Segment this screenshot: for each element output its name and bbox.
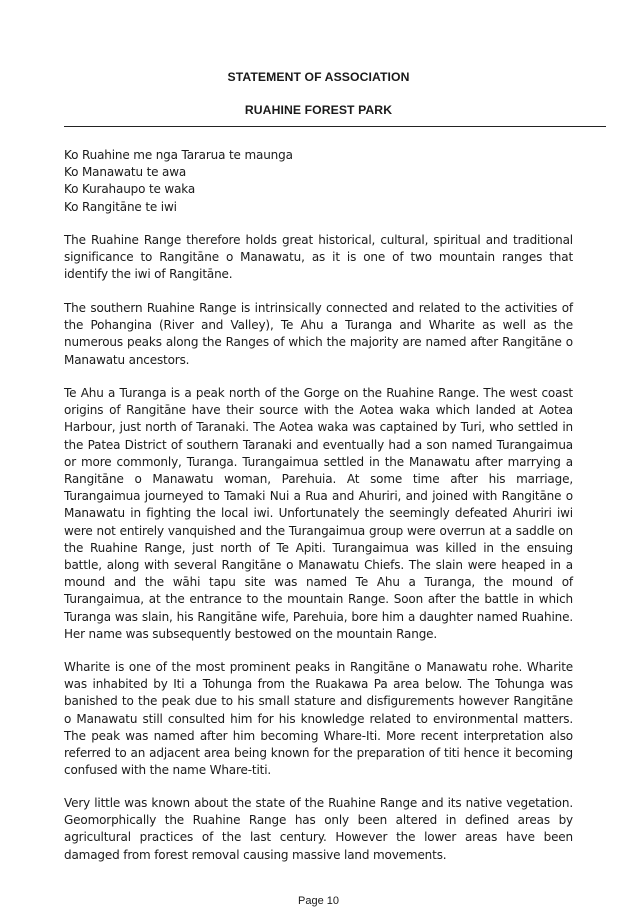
paragraph-vegetation: Very little was known about the state of the Ruahine Range and its native vegetation. Geomorphically the Ruahine Range has only been altered in defined areas by agricultural practices of the last century. However the lower areas have been damaged from forest removal causing massive land movements. (64, 796, 573, 862)
paragraph-te-ahu-a-turanga: Te Ahu a Turanga is a peak north of the Gorge on the Ruahine Range. The west coast origins of Rangitāne have their source with the Aotea waka which landed at Aotea Harbour, just north of Taranaki. The Aotea waka was captained by Turi, who settled in the Patea District of southern Taranaki and eventually had a son named Turangaimua or more commonly, Turanga. Turangaimua settled in the Manawatu after marrying a Rangitāne o Manawatu woman, Parehuia. At some time after his marriage, Turangaimua journeyed to Tamaki Nui a Rua and Ahuriri, and joined with Rangitāne o Manawatu in fighting the local iwi. Unfortunately the seemingly defeated Ahuriri iwi were not entirely vanquished and the Turangaimua group were overrun at a saddle on the Ruahine Range, just north of Te Apiti. Turangaimua was killed in the ensuing battle, along with several Rangitāne o Manawatu Chiefs. The slain were heaped in a mound and the wāhi tapu site was named Te Ahu a Turanga, the mound of Turangaimua, at the entrance to the mountain Range. Soon after the battle in which Turanga was slain, his Rangitāne wife, Parehuia, bore him a daughter named Ruahine. Her name was subsequently bestowed on the mountain Range. (64, 386, 573, 641)
paragraph-wharite: Wharite is one of the most prominent peaks in Rangitāne o Manawatu rohe. Wharite was inhabited by Iti a Tohunga from the Ruakawa Pa area below. The Tohunga was banished to the peak due to his small stature and disfigurements however Rangitāne o Manawatu still consulted him for his knowledge related to environmental matters. The peak was named after him becoming Whare-Iti. More recent interpretation also referred to an adjacent area being known for the preparation of titi hence it becoming confused with the name Whare-titi. (64, 660, 573, 778)
paragraph-significance: The Ruahine Range therefore holds great historical, cultural, spiritual and traditional significance to Rangitāne o Manawatu, as it is one of two mountain ranges that identify the iwi of Rangitāne. (64, 233, 573, 282)
pepeha-line: Ko Rangitāne te iwi (64, 199, 177, 214)
pepeha-line: Ko Ruahine me nga Tararua te maunga (64, 148, 293, 162)
title-divider (64, 126, 606, 127)
pepeha-line: Ko Manawatu te awa (64, 165, 187, 180)
page-subtitle: RUAHINE FOREST PARK (244, 103, 393, 117)
page-number: Page 10 (298, 895, 339, 907)
paragraph-southern-range: The southern Ruahine Range is intrinsically connected and related to the activities of the Pohangina (River and Valley), Te Ahu a Turanga and Wharite as well as the numerous peaks along the Ranges of which the majority are named after Rangitāne o Manawatu ancestors. (64, 301, 573, 367)
pepeha-block (64, 147, 293, 216)
pepeha-line: Ko Kurahaupo te waka (64, 182, 196, 197)
page-title: STATEMENT OF ASSOCIATION (227, 70, 410, 84)
